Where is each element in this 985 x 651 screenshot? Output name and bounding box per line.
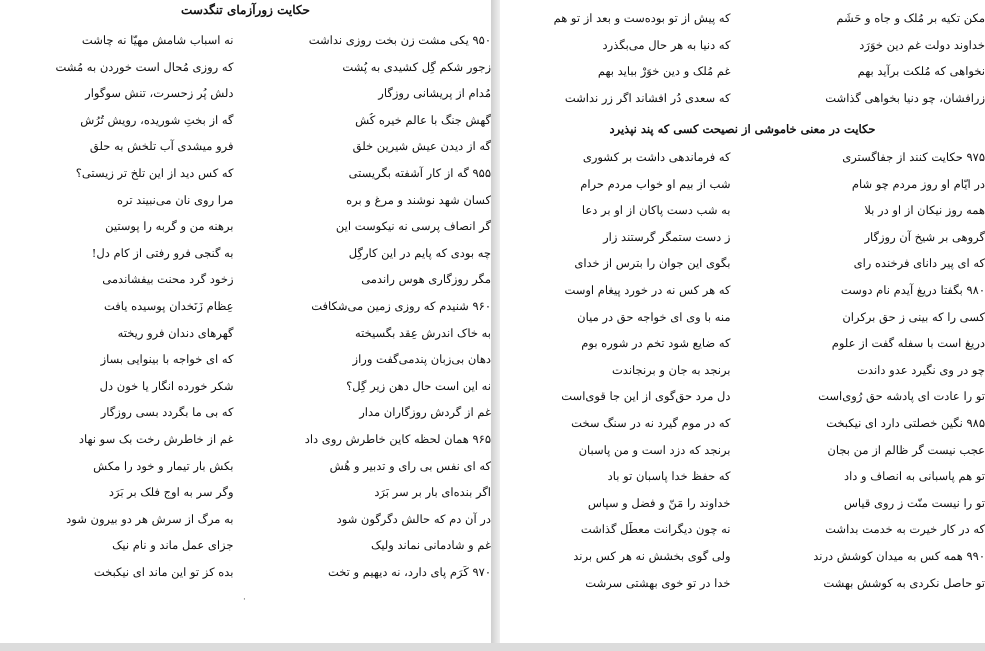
verse-line	[500, 307, 985, 327]
verse-line	[0, 482, 491, 502]
second-hemistich: برنجد که دزد است و من پاسبان	[578, 442, 731, 457]
second-hemistich: غم مُلک و دین خوَرْ بباید بهم	[597, 64, 731, 79]
verse-line	[0, 136, 491, 156]
second-hemistich: غم از خاطرش رخت بک سو نهاد	[78, 432, 234, 446]
book-gutter	[491, 0, 500, 643]
first-hemistich: دریغ است با سفله گفت از علوم	[831, 336, 985, 351]
second-hemistich: برهنه من و گربه را پوستین	[105, 219, 234, 234]
first-hemistich: مُدام از پریشانی روزگار	[378, 86, 491, 101]
first-hemistich: ۹۷۵ حکایت کنند از جفاگستری	[842, 150, 985, 164]
second-hemistich: عِظام زَنَخدان پوسیده یافت	[103, 299, 234, 313]
verse-line	[0, 216, 491, 236]
first-hemistich: ۹۹۰ همه کس به میدان کوشش درند	[813, 549, 985, 563]
verse-line	[500, 200, 985, 220]
second-hemistich: که هر کس نه در خورد پیغام اوست	[564, 283, 731, 297]
story-heading-left: حکایت زورآزمای تنگدست	[181, 3, 310, 17]
first-hemistich: ۹۶۵ همان لحظه کاین خاطرش روی داد	[304, 432, 491, 446]
second-hemistich: بده کز تو این ماند ای نیکبخت	[93, 565, 234, 579]
verse-line	[500, 88, 985, 108]
first-hemistich: که ای نفسِ بی رای و تدبیر و هُش	[329, 458, 491, 473]
verse-line	[0, 296, 491, 316]
second-hemistich: دلش پُر زحسرت، تنش سوگوار	[85, 86, 234, 101]
first-hemistich: ۹۸۰ بگفتا دریغ آیدم نام دوست	[840, 283, 985, 297]
verse-line	[0, 349, 491, 369]
verse-line	[500, 147, 985, 167]
first-hemistich: تو حاصل نکردی به کوشش بهشت	[823, 575, 985, 590]
second-hemistich: ولی گوی بخشش نه هر کس برند	[573, 549, 731, 563]
second-hemistich: نه چون دیگرانت معطّل گذاشت	[580, 522, 731, 537]
second-hemistich: که سعدی دُر افشاند اگر زر نداشت	[564, 90, 731, 105]
second-hemistich: که فرماندهی داشت بر کشوری	[582, 150, 731, 164]
first-hemistich: زرافشان، چو دنیا بخواهی گذاشت	[825, 90, 985, 105]
first-hemistich: همه روز نیکان از او در بلا	[864, 203, 985, 218]
verse-line	[0, 562, 491, 582]
verse-line	[500, 413, 985, 433]
first-hemistich: کسان شهد نوشند و مرغ و بره	[346, 192, 491, 207]
second-hemistich: فرو میشدی آب تلخش به حلق	[89, 139, 234, 154]
first-hemistich: دهان بی‌زبان پندمی‌گفت وراز	[352, 352, 491, 367]
second-hemistich: زخود گرد محنت بیفشاندمی	[102, 272, 234, 287]
first-hemistich: ۹۶۰ شنیدم که روزی زمین می‌شکافت	[311, 299, 491, 313]
verse-line	[0, 110, 491, 130]
verse-line	[500, 333, 985, 353]
first-hemistich: نخواهی که مُلکت برآید بهم	[857, 64, 985, 79]
verse-line	[500, 227, 985, 247]
second-hemistich: خداوند را مَنّ و فضل و سپاس	[587, 495, 731, 510]
first-hemistich: به خاک اندرش عِقد بگسیخته	[355, 325, 491, 340]
first-hemistich: مکن تکیه بر مُلک و جاه و حَشَم	[836, 11, 985, 25]
verse-line	[500, 35, 985, 55]
second-hemistich: برنجد به جان و برنجاندت	[611, 362, 731, 377]
verse-line	[500, 360, 985, 380]
verse-line	[500, 61, 985, 81]
second-hemistich: مرا روی نان می‌نبیند تره	[116, 192, 234, 207]
first-hemistich: تو هم پاسبانی به انصاف و داد	[843, 469, 985, 484]
first-hemistich: زجور شکم گِل کشیدی به پُشت	[342, 59, 491, 74]
verse-line	[0, 323, 491, 343]
first-hemistich: در ایّام او روز مردم چو شام	[851, 176, 985, 191]
second-hemistich: که کس دید از این تلخ تر زیستی؟	[75, 166, 234, 180]
verse-line	[500, 8, 985, 28]
verse-line	[0, 535, 491, 555]
verse-line	[0, 429, 491, 449]
first-hemistich: مگر روزگاری هوس راندمی	[361, 272, 491, 287]
second-hemistich: به مرگ از سرش هر دو بیرون شود	[66, 511, 234, 526]
second-hemistich: بکش بار تیمار و خود را مکش	[93, 458, 234, 473]
verse-line	[0, 163, 491, 183]
verse-line	[500, 253, 985, 273]
first-hemistich: ۹۸۵ نگین خصلتی دارد ای نیکبخت	[826, 416, 985, 430]
first-hemistich: گر انصاف پرسی نه نیکوست این	[335, 219, 491, 234]
verse-line	[0, 456, 491, 476]
second-hemistich: که در موم گیرد نه در سنگ سخت	[571, 416, 731, 430]
first-hemistich: خداوند دولت غم دین خوَرَد	[859, 37, 985, 52]
second-hemistich: گهرهای دندان فرو ریخته	[117, 325, 234, 340]
first-hemistich: اگر بنده‌ای بار بر سر بَرَد	[374, 485, 491, 500]
left-book-page	[0, 0, 491, 643]
second-hemistich: که بی ما بگردد بسی روزگار	[100, 405, 234, 420]
first-hemistich: ۹۵۵ گه از کار آشفته بگریستی	[348, 166, 491, 180]
first-hemistich: تو را نیست منّت ز روی قیاس	[843, 495, 985, 510]
verse-line	[0, 30, 491, 50]
first-hemistich: در آن دم که حالش دگرگون شود	[336, 511, 491, 526]
verse-line	[500, 519, 985, 539]
verse-line	[0, 83, 491, 103]
second-hemistich: دل مرد حق‌گوی از این جا قوی‌است	[561, 389, 731, 404]
first-hemistich: ۹۷۰ کَرَم پای دارد، نه دیهیم و تخت	[327, 565, 491, 579]
verse-line	[500, 546, 985, 566]
second-hemistich: به گنجی فرو رفتی از کام دل!	[91, 245, 234, 260]
first-hemistich: عجب نیست گر ظالم از من بجان	[827, 442, 985, 457]
second-hemistich: که دنیا به هر حال می‌بگذرد	[602, 37, 731, 52]
verse-line	[500, 466, 985, 486]
second-hemistich: منه با وی ای خواجه حق در میان	[577, 309, 731, 324]
first-hemistich: گهش جنگ با عالم خیره کُش	[355, 112, 491, 127]
story-heading-right: حکایت در معنی خاموشی از نصیحت کسی که پند نپذیرد	[609, 122, 876, 136]
first-hemistich: که در کار خیرت به خدمت بداشت	[825, 522, 985, 537]
verse-line	[500, 493, 985, 513]
viewer-bottom-edge	[0, 643, 985, 651]
verse-line	[0, 402, 491, 422]
second-hemistich: که روزی مُحال است خوردن به مُشت	[55, 59, 234, 74]
verse-line	[500, 573, 985, 593]
first-hemistich: غم از گردش روزگاران مدار	[359, 405, 491, 420]
verse-line	[500, 440, 985, 460]
second-hemistich: وگر سر به اوج فلک بر بَرَد	[108, 485, 234, 500]
verse-line	[0, 190, 491, 210]
verse-line	[500, 386, 985, 406]
second-hemistich: خدا در تو خوی بهشتی سرشت	[585, 575, 731, 590]
first-hemistich: غم و شادمانی نماند ولیک	[371, 538, 491, 553]
first-hemistich: چه بودی که پایم در این کارگِل	[348, 245, 491, 260]
second-hemistich: نه اسباب شامش مهیّا نه چاشت	[81, 33, 234, 47]
first-hemistich: نه این است حال دهن زیر گِل؟	[346, 378, 491, 393]
second-hemistich: بگوی این جوان را بترس از خدای	[574, 256, 731, 271]
second-hemistich: شکر خورده انگار یا خون دل	[99, 378, 234, 393]
second-hemistich: که پیش از تو بوده‌ست و بعد از تو هم	[553, 11, 731, 25]
second-hemistich: گه از بختِ شوریده، رویش تُرُش	[80, 112, 234, 127]
first-hemistich: کسی را که بینی ز حق برکران	[842, 309, 985, 324]
verse-line	[0, 376, 491, 396]
first-hemistich: ۹۵۰ یکی مشت زن بخت روزی نداشت	[308, 33, 491, 47]
first-hemistich: گه از دیدن عیشِ شیرین خلق	[352, 139, 491, 154]
second-hemistich: که ای خواجه با بینوایی بساز	[100, 352, 234, 367]
page-dot-mark: ·	[243, 595, 246, 605]
second-hemistich: جزای عمل ماند و نام نیک	[112, 538, 234, 553]
verse-line	[0, 243, 491, 263]
first-hemistich: گروهی بر شیخ آن روزگار	[864, 229, 985, 244]
verse-line	[0, 57, 491, 77]
first-hemistich: تو را عادت ای پادشه حق رُوی‌است	[818, 389, 985, 404]
verse-line	[500, 280, 985, 300]
verse-line	[500, 174, 985, 194]
verse-line	[0, 509, 491, 529]
right-book-page	[500, 0, 985, 643]
first-hemistich: چو در وی نگیرد عدو داندت	[857, 362, 985, 377]
verse-line	[0, 269, 491, 289]
first-hemistich: که ای پیر دانای فرخنده رای	[853, 256, 985, 271]
second-hemistich: که حفظ خدا پاسبان تو باد	[607, 469, 731, 484]
second-hemistich: به شب دست پاکان از او بر دعا	[581, 203, 731, 218]
second-hemistich: شب از بیم او خواب مردم حرام	[580, 176, 731, 191]
second-hemistich: که ضایع شود تخم در شوره بوم	[581, 336, 731, 351]
second-hemistich: ز دست ستمگر گرستند زار	[603, 229, 731, 244]
